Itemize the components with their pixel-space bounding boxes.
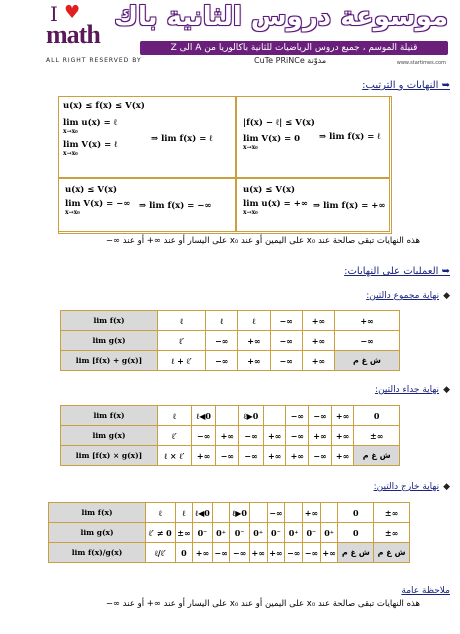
logo-text: math [46,20,100,49]
table-cell: −∞ [285,543,303,563]
rule-result: ⇒ lim f(x) = ℓ [319,132,381,142]
row-header: lim [f(x) × g(x)] [61,446,158,466]
sub-label: x→x₀ [63,150,78,157]
table-cell: ℓ′ [158,331,206,351]
table-cell: ش غ م [354,446,400,466]
subsection-sum-title [366,291,450,301]
table-cell: +∞ [320,543,338,563]
rule-line: lim u(x) = ℓ [63,118,117,128]
logo-letter: I [50,2,58,26]
rule-line: lim V(x) = ℓ [63,140,118,150]
rule-line: u(x) ≤ f(x) ≤ V(x) [63,101,145,111]
subsection-title-text: نهاية مجموع دالتين: [366,291,440,301]
table-cell: −∞ [286,406,309,426]
table-cell: 0⁺ [249,523,267,543]
rule-result: ⇒ lim f(x) = −∞ [139,201,212,211]
table-cell: +∞ [303,503,321,523]
heart-icon: ♥ [64,2,81,23]
row-header: lim f(x) [49,503,146,523]
table-cell: 0⁻ [193,523,212,543]
table-cell [285,503,303,523]
table-cell: +∞ [249,543,267,563]
table-cell: +∞ [302,351,334,371]
table-cell: −∞ [216,446,239,466]
table-cell: −∞ [309,406,332,426]
table-cell: −∞ [230,543,249,563]
table-cell: −∞ [267,503,285,523]
table-cell: 0 [338,503,374,523]
row-header: lim f(x) [61,406,158,426]
order-rule-1 [58,96,236,178]
table-cell: +∞ [302,311,334,331]
table-cell: ℓ + ℓ′ [158,351,206,371]
table-row [61,406,400,426]
table-cell: +∞ [238,331,270,351]
table-cell: +∞ [331,406,354,426]
table-cell: +∞ [302,331,334,351]
table-cell: +∞ [309,426,332,446]
sub-label: x→x₀ [63,128,78,135]
table-cell: 0 [175,543,193,563]
table-cell: ±∞ [374,503,410,523]
subsection-product-title [375,385,450,395]
table-cell: 0 [338,523,374,543]
order-rule-3 [58,178,236,232]
table-cell: +∞ [267,543,285,563]
section-title-text: العمليات على النهايات: [344,266,439,277]
rule-line: |f(x) − ℓ| ≤ V(x) [243,118,315,128]
table-cell: +∞ [193,543,212,563]
order-note: هذه النهايات تبقى صالحة عند x₀ على اليمين أو عند x₀ على اليسار أو عند ∞+ أو عند ∞− [105,236,420,246]
table-cell: ℓ/ℓ′ [146,543,176,563]
table-cell: −∞ [270,331,302,351]
table-cell: +∞ [335,311,400,331]
table-row [61,446,400,466]
table-cell: −∞ [270,311,302,331]
table-cell: −∞ [303,543,321,563]
table-cell: +∞ [191,446,216,466]
row-header: lim g(x) [49,523,146,543]
table-cell: ℓ [175,503,193,523]
table-cell: −∞ [191,426,216,446]
table-cell: +∞ [331,426,354,446]
table-cell [263,406,286,426]
order-rule-2 [236,96,390,178]
table-cell: −∞ [212,543,230,563]
author-name: CuTe PRiNCe مدوّنة [254,56,327,65]
table-cell: ±∞ [354,426,400,446]
section-title-text: النهايات و الترتيب: [362,80,439,91]
bullet-icon: ◆ [443,482,450,492]
table-cell: ℓ [146,503,176,523]
rule-line: u(x) ≤ V(x) [65,185,118,195]
table-cell: ℓ▶0 [230,503,249,523]
table-cell: ش غ م [374,543,410,563]
rule-line: lim u(x) = +∞ [243,199,308,209]
table-cell: +∞ [238,351,270,371]
rule-result: ⇒ lim f(x) = +∞ [313,201,386,211]
bullet-icon: ◆ [443,291,450,301]
table-cell: ℓ [238,311,270,331]
table-cell [212,503,230,523]
table-cell: 0⁻ [230,523,249,543]
table-cell: −∞ [239,446,264,466]
table-cell: ℓ [158,406,192,426]
page-header [0,0,460,72]
subsection-quotient-title [374,482,450,492]
section-title-operations: ➥ العمليات على النهايات: [344,266,450,277]
sub-label: x→x₀ [65,209,80,216]
remark-text: هذه النهايات تبقى صالحة عند x₀ على اليمين أو عند x₀ على اليسار أو عند ∞+ أو عند ∞− [105,599,420,609]
table-cell: ℓ × ℓ′ [158,446,192,466]
bullet-icon: ◆ [443,385,450,395]
sub-label: x→x₀ [243,209,258,216]
rule-result: ⇒ lim f(x) = ℓ [151,134,213,144]
rule-line: u(x) ≤ V(x) [243,185,296,195]
table-cell [320,503,338,523]
table-cell: 0⁻ [267,523,285,543]
table-cell: +∞ [286,446,309,466]
table-cell: ش غ م [338,543,374,563]
row-header: lim g(x) [61,331,158,351]
table-cell: ش غ م [335,351,400,371]
section-title-order: ➥ النهايات و الترتيب: [362,80,450,91]
table-cell: −∞ [239,426,264,446]
table-row [49,503,410,523]
site-url: www.startimes.com [396,60,446,66]
subsection-title-text: نهاية خارج دالتين: [373,482,440,492]
remark-title: ملاحظة عامة [401,586,450,596]
table-cell: −∞ [309,446,332,466]
table-cell: 0⁺ [285,523,303,543]
table-cell: 0⁺ [320,523,338,543]
table-row [49,523,410,543]
banner: قنيلة الموسم ، جميع دروس الرياضيات للثانية باكالوريا من A الى Z [140,41,448,55]
table-cell: ℓ▶0 [239,406,264,426]
table-cell: ℓ′ ≠ 0 [146,523,176,543]
quotient-table [48,502,410,563]
table-cell: ℓ◀0 [193,503,212,523]
row-header: lim g(x) [61,426,158,446]
table-cell: +∞ [216,426,239,446]
table-row [61,331,400,351]
table-cell: −∞ [206,351,238,371]
table-cell: −∞ [270,351,302,371]
rule-line: lim V(x) = 0 [243,134,301,144]
table-cell: −∞ [335,331,400,351]
table-cell: +∞ [263,426,286,446]
row-header: lim [f(x) + g(x)] [61,351,158,371]
table-row [61,426,400,446]
sub-label: x→x₀ [243,144,258,151]
rule-line: lim V(x) = −∞ [65,199,131,209]
table-cell: ±∞ [175,523,193,543]
row-header: lim f(x)/g(x) [49,543,146,563]
table-cell: ℓ′ [158,426,192,446]
table-cell: ±∞ [374,523,410,543]
table-cell: ℓ [206,311,238,331]
table-cell: +∞ [331,446,354,466]
rights-text: ALL RIGHT RESERVED BY [46,57,142,64]
table-cell: −∞ [206,331,238,351]
subsection-title-text: نهاية جداء دالتين: [375,385,440,395]
table-cell [249,503,267,523]
table-cell: +∞ [263,446,286,466]
table-cell: −∞ [286,426,309,446]
table-cell: 0 [354,406,400,426]
order-rule-4 [236,178,390,232]
site-title: موسوعة دروس الثانية باك [114,2,448,32]
sum-table [60,310,400,371]
table-row [49,543,410,563]
row-header: lim f(x) [61,311,158,331]
table-row [61,351,400,371]
table-cell [216,406,239,426]
table-row [61,311,400,331]
table-cell: ℓ◀0 [191,406,216,426]
table-cell: 0⁻ [303,523,321,543]
table-cell: ℓ [158,311,206,331]
table-cell: 0⁺ [212,523,230,543]
product-table [60,405,400,466]
